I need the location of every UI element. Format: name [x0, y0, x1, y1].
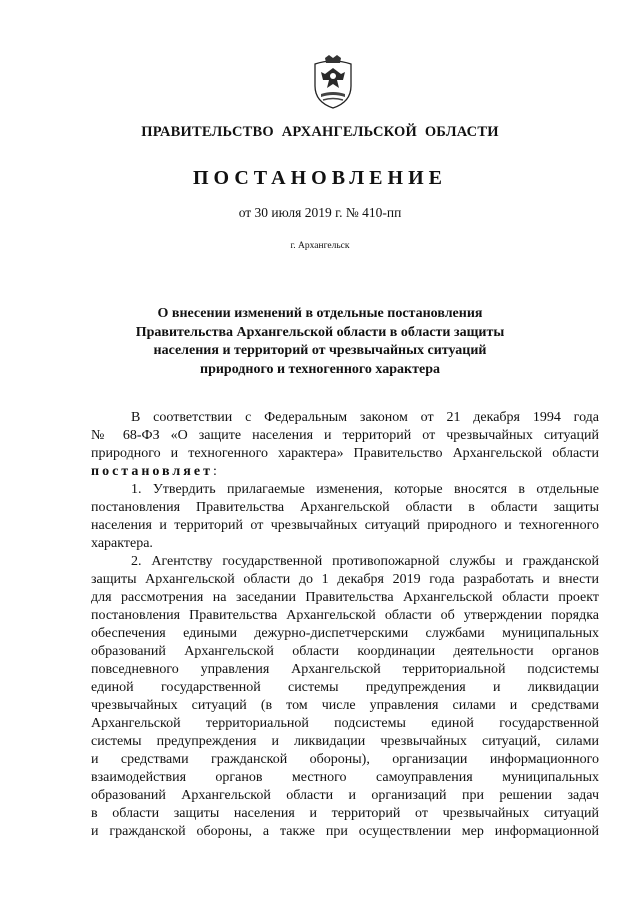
body-line: 1. Утвердить прилагаемые изменения, которые вносятся в отдельные — [131, 482, 599, 497]
document-type: ПОСТАНОВЛЕНИЕ — [193, 167, 447, 189]
body-line: чрезвычайных ситуаций (в том числе управления силами и средствами — [91, 698, 599, 713]
decree-colon: : — [212, 464, 217, 479]
body-line: в области защиты населения и территорий от чрезвычайных ситуаций — [91, 806, 599, 821]
body-line: постановления Правительства Архангельской области об утверждении порядка — [91, 608, 599, 623]
decree-word: постановляет — [91, 464, 213, 479]
body-line: 2. Агентству государственной противопожарной службы и гражданской — [131, 554, 599, 569]
subject-line: природного и техногенного характера — [200, 361, 440, 377]
subject-line: О внесении изменений в отдельные постановления — [157, 306, 483, 321]
body-line: повседневного управления Архангельской территориальной подсистемы — [91, 662, 599, 677]
body-line: единой государственной системы предупреждения и ликвидации — [91, 680, 599, 695]
body-line: Архангельской территориальной подсистемы единой государственной — [91, 716, 599, 731]
body-line: образований Архангельской области и организаций при решении задач — [91, 788, 599, 803]
body-line: системы предупреждения и ликвидации чрезвычайных ситуаций, силами — [91, 734, 599, 749]
body-line: природного и техногенного характера» Правительство Архангельской области — [91, 446, 599, 461]
subject-line: Правительства Архангельской области в области защиты — [135, 324, 505, 340]
body-line: постановления Правительства Архангельской области в области защиты — [91, 500, 599, 515]
body-line: взаимодействия органов местного самоуправления муниципальных — [91, 770, 599, 785]
body-line: № 68-ФЗ «О защите населения и территорий от чрезвычайных ситуаций — [91, 428, 599, 443]
document-subject — [100, 305, 540, 379]
body-line: населения и территорий от чрезвычайных ситуаций природного и техногенного — [91, 518, 599, 533]
document-body — [91, 409, 599, 841]
body-line: для рассмотрения на заседании Правительства Архангельской области проект — [91, 590, 599, 605]
document-city: г. Архангельск — [290, 241, 350, 251]
body-line: защиты Архангельской области до 1 декабря 2019 года разработать и внести — [91, 572, 599, 587]
body-line: и гражданской обороны, а также при осуществлении мер информационной — [91, 824, 599, 839]
body-line: обеспечения едиными дежурно-диспетчерскими службами муниципальных — [91, 626, 599, 641]
body-line: В соответствии с Федеральным законом от 21 декабря 1994 года — [131, 410, 599, 425]
body-line: образований Архангельской области координации деятельности органов — [91, 644, 599, 659]
government-title: ПРАВИТЕЛЬСТВО АРХАНГЕЛЬСКОЙ ОБЛАСТИ — [141, 124, 499, 140]
subject-line: населения и территорий от чрезвычайных ситуаций — [153, 343, 487, 358]
document-date-number: от 30 июля 2019 г. № 410-пп — [238, 205, 402, 220]
body-line: характера. — [91, 536, 153, 551]
decree-line — [91, 463, 599, 481]
coat-of-arms-icon — [311, 54, 355, 110]
body-line: и средствами гражданской обороны), организации информационного — [91, 752, 599, 767]
